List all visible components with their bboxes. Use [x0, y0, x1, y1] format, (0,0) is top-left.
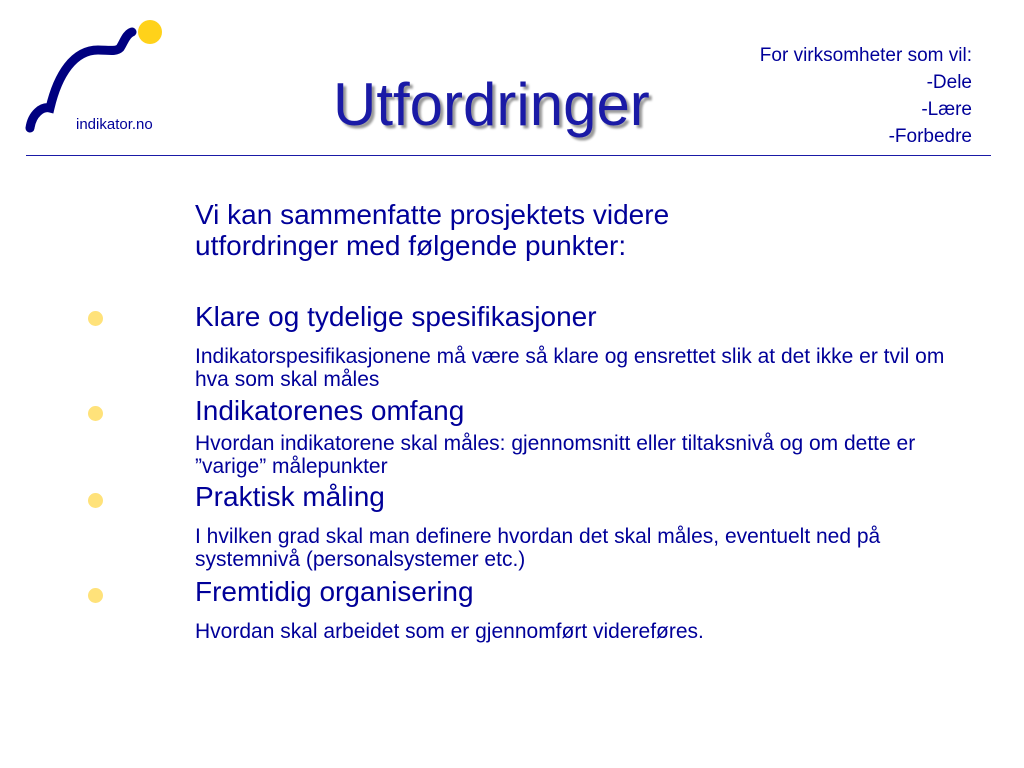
point-detail: Hvordan indikatorene skal måles: gjennomsnitt eller tiltaksnivå og om dette er ”varige” målepunkter: [195, 432, 916, 478]
tagline-item: -Dele: [926, 72, 972, 93]
bullet-icon: [88, 493, 103, 508]
point-detail: I hvilken grad skal man definere hvordan det skal måles, eventuelt ned på systemnivå (personalsystemer etc.): [195, 525, 881, 571]
point-heading: Klare og tydelige spesifikasjoner: [195, 301, 597, 332]
intro-text: Vi kan sammenfatte prosjektets videre utfordringer med følgende punkter:: [195, 199, 670, 261]
logo-text: indikator.no: [76, 116, 153, 133]
tagline: [760, 42, 972, 150]
logo-sun-icon: [138, 20, 162, 44]
header-divider: [26, 155, 991, 156]
point-heading: Praktisk måling: [195, 481, 385, 512]
point-detail: Hvordan skal arbeidet som er gjennomført videreføres.: [195, 620, 704, 643]
bullet-icon: [88, 588, 103, 603]
page-title: Utfordringer: [333, 71, 650, 138]
point-detail: Indikatorspesifikasjonene må være så klare og ensrettet slik at det ikke er tvil om hva som skal måles: [195, 345, 945, 391]
point-heading: Fremtidig organisering: [195, 576, 474, 607]
tagline-item: -Lære: [921, 99, 972, 120]
bullet-icon: [88, 406, 103, 421]
tagline-item: -Forbedre: [888, 126, 972, 147]
logo-arc-icon: [30, 32, 132, 128]
point-heading: Indikatorenes omfang: [195, 395, 465, 426]
bullet-icon: [88, 311, 103, 326]
tagline-lead: For virksomheter som vil:: [759, 45, 972, 66]
